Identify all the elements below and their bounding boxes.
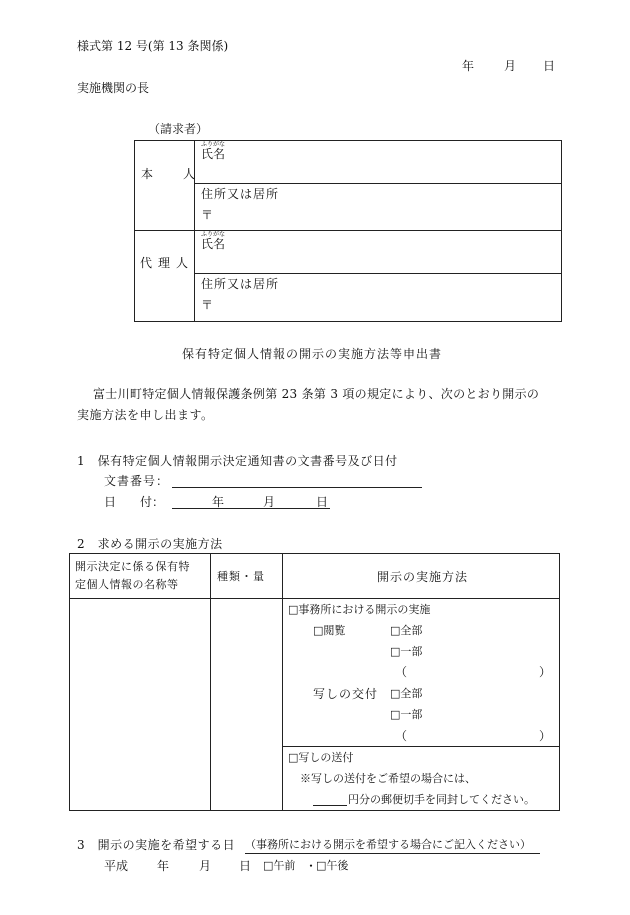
section-3-heading-note: （事務所における開示を希望する場合にご記入ください） (245, 838, 531, 851)
principal-address-field[interactable]: 住所又は居所 (201, 187, 280, 201)
principal-name-field[interactable]: 氏名 (201, 147, 226, 161)
send-copy-note: ※写しの送付をご希望の場合には、 (300, 772, 476, 785)
section-3-heading: 3 開示の実施を希望する日 (77, 838, 236, 852)
agent-name-ruby: ふりがな (201, 231, 226, 238)
viewing-part-paren-open: （ (395, 665, 408, 679)
am-checkbox[interactable]: □午前 (263, 859, 296, 872)
preferred-date-era: 平成 (104, 859, 129, 873)
form-number: 様式第 12 号(第 13 条関係) (77, 39, 229, 53)
addressee: 実施機関の長 (77, 81, 150, 95)
section-2-heading: 2 求める開示の実施方法 (77, 537, 223, 551)
col1-header-line-2: 定個人情報の名称等 (75, 578, 179, 591)
doc-date-month: 月 (263, 495, 276, 509)
doc-date-input[interactable] (172, 508, 330, 509)
section-1-heading: 1 保有特定個人情報開示決定通知書の文書番号及び日付 (77, 454, 398, 468)
header-date-day: 日 (543, 59, 556, 73)
requester-table-border (134, 140, 562, 322)
copy-all-checkbox[interactable]: □全部 (390, 687, 423, 700)
col1-header-line-1: 開示決定に係る保有特 (75, 560, 190, 573)
principal-label: 本 人 (141, 167, 198, 181)
intro-line-2: 実施方法を申し出ます。 (77, 408, 214, 422)
header-date-year: 年 (462, 59, 475, 73)
agent-label: 代理人 (140, 256, 195, 270)
agent-postal-mark: 〒 (201, 298, 214, 312)
agent-name-divider (194, 273, 562, 274)
col3-header: 開示の実施方法 (377, 570, 469, 584)
viewing-part-paren-close: ） (539, 665, 552, 679)
principal-postal-mark: 〒 (201, 208, 214, 222)
document-title: 保有特定個人情報の開示の実施方法等申出書 (182, 347, 443, 361)
copy-part-paren-open: （ (395, 729, 408, 743)
copy-part-paren-close: ） (539, 729, 552, 743)
doc-number-input[interactable] (172, 487, 422, 488)
send-copy-checkbox[interactable]: □写しの送付 (288, 751, 354, 764)
pm-checkbox[interactable]: □午後 (316, 859, 349, 872)
header-date-month: 月 (504, 59, 517, 73)
copy-delivery-label: 写しの交付 (313, 687, 379, 701)
principal-name-divider (194, 183, 562, 184)
principal-name-ruby: ふりがな (201, 141, 226, 148)
col2-header: 種類・量 (217, 570, 265, 583)
viewing-part-input[interactable] (403, 666, 535, 678)
agent-address-field[interactable]: 住所又は居所 (201, 277, 280, 291)
doc-date-label: 日 付： (104, 495, 165, 509)
doc-date-year: 年 (212, 495, 225, 509)
copy-part-input[interactable] (403, 730, 535, 742)
method-header-divider (69, 598, 560, 599)
preferred-date-year: 年 (157, 859, 170, 873)
intro-line-1: 富士川町特定個人情報保護条例第 23 条第 3 項の規定により、次のとおり開示の (93, 387, 540, 401)
copy-part-checkbox[interactable]: □一部 (390, 708, 423, 721)
office-disclosure-checkbox[interactable]: □事務所における開示の実施 (288, 603, 431, 616)
method-col-divider-1 (210, 553, 211, 811)
preferred-date-month: 月 (199, 859, 212, 873)
section-3-note-underline (245, 853, 540, 854)
agent-name-field[interactable]: 氏名 (201, 237, 226, 251)
am-pm-separator: ・ (305, 859, 318, 873)
stamp-note: 円分の郵便切手を同封してください。 (348, 793, 535, 806)
requester-row-divider (134, 230, 562, 231)
viewing-part-checkbox[interactable]: □一部 (390, 645, 423, 658)
stamp-amount-input[interactable] (313, 805, 347, 806)
method-send-divider (282, 746, 560, 747)
viewing-all-checkbox[interactable]: □全部 (390, 624, 423, 637)
requester-caption: （請求者） (148, 122, 209, 136)
preferred-date-day: 日 (239, 859, 252, 873)
viewing-checkbox[interactable]: □閲覧 (313, 624, 346, 637)
doc-date-day: 日 (316, 495, 329, 509)
doc-number-label: 文書番号： (104, 474, 170, 488)
method-col-divider-2 (282, 553, 283, 811)
